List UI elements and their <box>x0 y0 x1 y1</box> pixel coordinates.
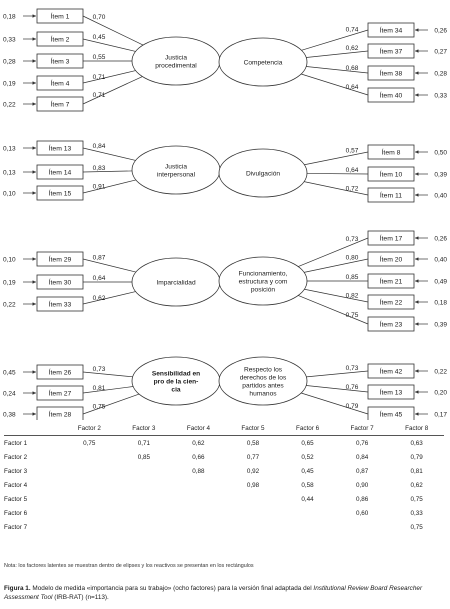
item-label: Ítem 4 <box>50 80 70 88</box>
error-variance-value: 0,40 <box>434 256 447 264</box>
factor-loading-value: 0,75 <box>345 311 359 319</box>
loading-path <box>304 182 368 195</box>
factor-loading-value: 0,84 <box>92 143 106 151</box>
factor-loading-value: 0,64 <box>345 166 359 174</box>
factor-loading-value: 0,75 <box>92 403 106 411</box>
correlation-header-row <box>4 421 444 436</box>
correlation-cell <box>171 478 226 492</box>
factor-loading-value: 0,71 <box>92 73 106 81</box>
item-label: Ítem 1 <box>50 13 70 21</box>
item-label: Ítem 22 <box>379 299 403 307</box>
correlation-cell: 0,77 <box>246 453 260 461</box>
column-header: Factor 4 <box>186 424 210 432</box>
error-variance-value: 0,50 <box>434 149 447 157</box>
error-variance-value: 0,40 <box>434 192 447 200</box>
item-label: Ítem 10 <box>379 171 403 179</box>
caption-instrument-name: Institutional Review Board Researcher Assessment Tool <box>4 585 423 601</box>
factor-loading-value: 0,70 <box>92 14 106 22</box>
column-header: Factor 7 <box>350 424 374 432</box>
table-row <box>4 436 444 451</box>
correlation-cell <box>226 520 281 534</box>
factor-name: interpersonal <box>156 171 196 179</box>
factor-name: Funcionamiento, <box>238 270 288 278</box>
column-header: Factor 5 <box>241 424 265 432</box>
correlation-cell <box>117 520 172 534</box>
item-label: Ítem 15 <box>48 190 72 198</box>
correlation-cell: 0,62 <box>410 481 423 489</box>
loading-path <box>83 148 136 160</box>
item-label: Ítem 23 <box>379 321 403 329</box>
column-header: Factor 3 <box>132 424 156 432</box>
factor-loading-value: 0,64 <box>345 84 359 92</box>
error-variance-value: 0,27 <box>434 48 447 56</box>
correlation-cell: 0,98 <box>246 481 260 489</box>
factor-loading-value: 0,55 <box>92 54 106 61</box>
factor-loading-value: 0,83 <box>92 164 106 172</box>
loading-path <box>306 383 368 392</box>
factor-loading-value: 0,72 <box>345 185 359 193</box>
correlation-cell: 0,92 <box>246 467 260 475</box>
factor-name: Sensibilidad en <box>151 370 201 378</box>
error-variance-value: 0,22 <box>3 101 16 109</box>
factor-loading-value: 0,82 <box>345 292 359 300</box>
factor-loading-value: 0,57 <box>345 147 359 155</box>
error-variance-value: 0,17 <box>434 411 447 419</box>
correlation-cell: 0,75 <box>410 523 423 531</box>
correlation-cell <box>117 492 172 506</box>
error-variance-value: 0,13 <box>3 169 16 177</box>
correlation-cell: 0,58 <box>246 439 260 447</box>
correlation-cell: 0,75 <box>410 495 423 503</box>
loading-path <box>307 173 368 174</box>
correlation-cell: 0,71 <box>137 439 150 447</box>
correlation-cell: 0,86 <box>355 495 369 503</box>
correlation-cell: 0,44 <box>301 495 314 503</box>
factor-name: partidos antes <box>242 382 284 390</box>
error-variance-value: 0,28 <box>3 58 16 66</box>
correlation-cell <box>62 506 117 520</box>
row-label: Factor 4 <box>4 481 28 489</box>
factor-correlation-table <box>4 421 444 534</box>
item-label: Ítem 7 <box>50 101 70 109</box>
factor-name: procedimental <box>155 62 197 70</box>
item-label: Ítem 13 <box>48 145 72 153</box>
correlation-cell <box>280 520 335 534</box>
item-label: Ítem 37 <box>379 48 403 56</box>
correlation-cell: 0,66 <box>192 453 205 461</box>
correlation-cell: 0,85 <box>137 453 150 461</box>
loading-path <box>83 292 136 304</box>
factor-loading-value: 0,68 <box>345 64 359 72</box>
correlation-cell <box>62 478 117 492</box>
table-row <box>4 506 444 520</box>
item-label: Ítem 30 <box>48 279 72 287</box>
correlation-cell <box>335 520 390 534</box>
item-label: Ítem 45 <box>379 411 403 419</box>
correlation-cell: 0,87 <box>355 467 369 475</box>
correlation-cell: 0,33 <box>410 509 423 517</box>
error-variance-value: 0,19 <box>3 279 16 287</box>
correlation-cell: 0,62 <box>192 439 205 447</box>
item-label: Ítem 13 <box>379 389 403 397</box>
correlation-cell <box>171 520 226 534</box>
correlation-cell <box>226 492 281 506</box>
error-variance-value: 0,39 <box>434 321 447 329</box>
row-label: Factor 2 <box>4 453 28 461</box>
factor-name: Respecto los <box>243 366 283 374</box>
factor-loading-value: 0,62 <box>92 294 106 302</box>
factor-name: pro de la cien- <box>153 378 199 386</box>
correlation-cell <box>280 506 335 520</box>
row-label: Factor 3 <box>4 467 28 475</box>
correlation-cell: 0,60 <box>355 509 369 517</box>
figure-caption <box>4 585 448 602</box>
loading-path <box>83 259 136 272</box>
factor-name: Justicia <box>165 163 187 171</box>
factor-name: posición <box>250 286 276 294</box>
item-label: Ítem 8 <box>381 149 401 157</box>
factor-loading-value: 0,80 <box>345 254 359 262</box>
column-header <box>4 421 62 436</box>
caption-label: Figura 1. <box>4 585 31 592</box>
error-variance-value: 0,22 <box>3 301 16 309</box>
correlation-cell <box>171 492 226 506</box>
factor-loading-value: 0,91 <box>92 183 106 191</box>
factor-loading-value: 0,45 <box>92 34 106 42</box>
row-label: Factor 7 <box>4 523 28 531</box>
factor-name: Divulgación <box>245 170 281 178</box>
item-label: Ítem 3 <box>50 58 70 66</box>
correlation-cell: 0,75 <box>83 439 96 447</box>
loading-path <box>304 259 368 272</box>
correlation-cell: 0,88 <box>192 467 205 475</box>
correlation-cell <box>226 506 281 520</box>
factor-name: estructura y com <box>238 278 288 286</box>
factor-loading-value: 0,73 <box>345 365 359 373</box>
table-row <box>4 492 444 506</box>
error-variance-value: 0,33 <box>434 92 447 100</box>
row-label: Factor 6 <box>4 509 28 517</box>
correlation-cell <box>62 520 117 534</box>
error-variance-value: 0,24 <box>3 390 16 398</box>
correlation-cell <box>171 506 226 520</box>
factor-loading-value: 0,79 <box>345 403 359 411</box>
error-variance-value: 0,18 <box>434 299 447 307</box>
loading-path <box>306 64 368 73</box>
correlation-cell <box>117 506 172 520</box>
factor-loading-value: 0,76 <box>345 383 359 391</box>
loading-path <box>83 394 139 414</box>
item-label: Ítem 26 <box>48 369 72 377</box>
correlation-cell: 0,84 <box>355 453 369 461</box>
factor-name: Competencia <box>243 59 283 67</box>
item-label: Ítem 33 <box>48 301 72 309</box>
column-header: Factor 6 <box>295 424 320 432</box>
table-row <box>4 464 444 478</box>
correlation-cell <box>62 450 117 464</box>
loading-path <box>83 384 133 393</box>
caption-tail: (IRB-RAT) (n=113). <box>52 593 109 601</box>
factor-name: cia <box>171 386 181 394</box>
table-row <box>4 520 444 534</box>
correlation-cell <box>62 464 117 478</box>
error-variance-value: 0,45 <box>3 369 16 377</box>
correlation-cell <box>117 478 172 492</box>
factor-loading-value: 0,81 <box>92 384 106 392</box>
item-label: Ítem 2 <box>50 36 70 44</box>
correlation-cell: 0,65 <box>301 439 314 447</box>
row-label: Factor 5 <box>4 495 28 503</box>
table-row <box>4 450 444 464</box>
error-variance-value: 0,20 <box>434 389 447 397</box>
error-variance-value: 0,13 <box>3 145 16 153</box>
loading-path <box>304 152 368 165</box>
factor-name: humanos <box>249 390 277 398</box>
correlation-cell: 0,76 <box>355 439 369 447</box>
error-variance-value: 0,19 <box>3 80 16 88</box>
column-header: Factor 8 <box>405 424 429 432</box>
factor-loading-value: 0,74 <box>345 26 359 34</box>
loading-path <box>83 39 136 51</box>
table-row <box>4 478 444 492</box>
error-variance-value: 0,22 <box>434 368 447 376</box>
correlation-cell <box>117 464 172 478</box>
error-variance-value: 0,49 <box>434 278 447 286</box>
error-variance-value: 0,26 <box>434 235 447 243</box>
factor-loading-value: 0,62 <box>345 45 359 53</box>
column-header: Factor 2 <box>77 424 101 432</box>
item-label: Ítem 28 <box>48 411 72 419</box>
loading-path <box>306 51 368 57</box>
factor-loading-value: 0,85 <box>345 274 359 281</box>
correlation-cell: 0,58 <box>301 481 314 489</box>
item-label: Ítem 17 <box>379 235 403 243</box>
loading-path <box>83 71 136 83</box>
error-variance-value: 0,10 <box>3 190 16 198</box>
loading-path <box>83 171 132 172</box>
correlation-cell: 0,63 <box>410 439 423 447</box>
factor-name: derechos de los <box>239 374 287 382</box>
loading-path <box>304 289 368 302</box>
figure-note: Nota: los factores latentes se muestran dentro de elipses y los reactivos se presentan en los rectángulos <box>4 563 254 569</box>
item-label: Ítem 34 <box>379 27 403 35</box>
correlation-cell: 0,90 <box>355 481 369 489</box>
row-label: Factor 1 <box>4 439 28 447</box>
error-variance-value: 0,26 <box>434 27 447 35</box>
item-label: Ítem 42 <box>379 368 403 376</box>
error-variance-value: 0,33 <box>3 36 16 44</box>
item-label: Ítem 14 <box>48 169 72 177</box>
correlation-cell: 0,52 <box>301 453 314 461</box>
item-label: Ítem 11 <box>379 192 403 200</box>
error-variance-value: 0,10 <box>3 256 16 264</box>
error-variance-value: 0,38 <box>3 411 16 419</box>
correlation-cell: 0,79 <box>410 453 423 461</box>
factor-name: Imparcialidad <box>156 279 196 287</box>
item-label: Ítem 29 <box>48 256 72 264</box>
item-label: Ítem 27 <box>48 390 72 398</box>
factor-loading-value: 0,71 <box>92 92 106 100</box>
factor-name: Justicia <box>165 54 187 62</box>
factor-loading-value: 0,87 <box>92 254 106 262</box>
loading-path <box>83 372 133 377</box>
factor-loading-value: 0,73 <box>345 236 359 244</box>
item-label: Ítem 40 <box>379 92 403 100</box>
error-variance-value: 0,18 <box>3 13 16 21</box>
correlation-cell: 0,81 <box>410 467 423 475</box>
loading-path <box>306 371 368 377</box>
correlation-cell <box>62 492 117 506</box>
factor-loading-value: 0,73 <box>92 365 106 373</box>
error-variance-value: 0,39 <box>434 171 447 179</box>
factor-loading-value: 0,64 <box>92 275 106 282</box>
item-label: Ítem 38 <box>379 70 403 78</box>
correlation-cell: 0,45 <box>301 467 314 475</box>
item-label: Ítem 20 <box>379 256 403 264</box>
error-variance-value: 0,28 <box>434 70 447 78</box>
item-label: Ítem 21 <box>379 278 403 286</box>
loading-path <box>83 180 136 193</box>
caption-text: Modelo de medida «importancia para su trabajo» (ocho factores) para la versión final adaptada del <box>30 585 314 592</box>
